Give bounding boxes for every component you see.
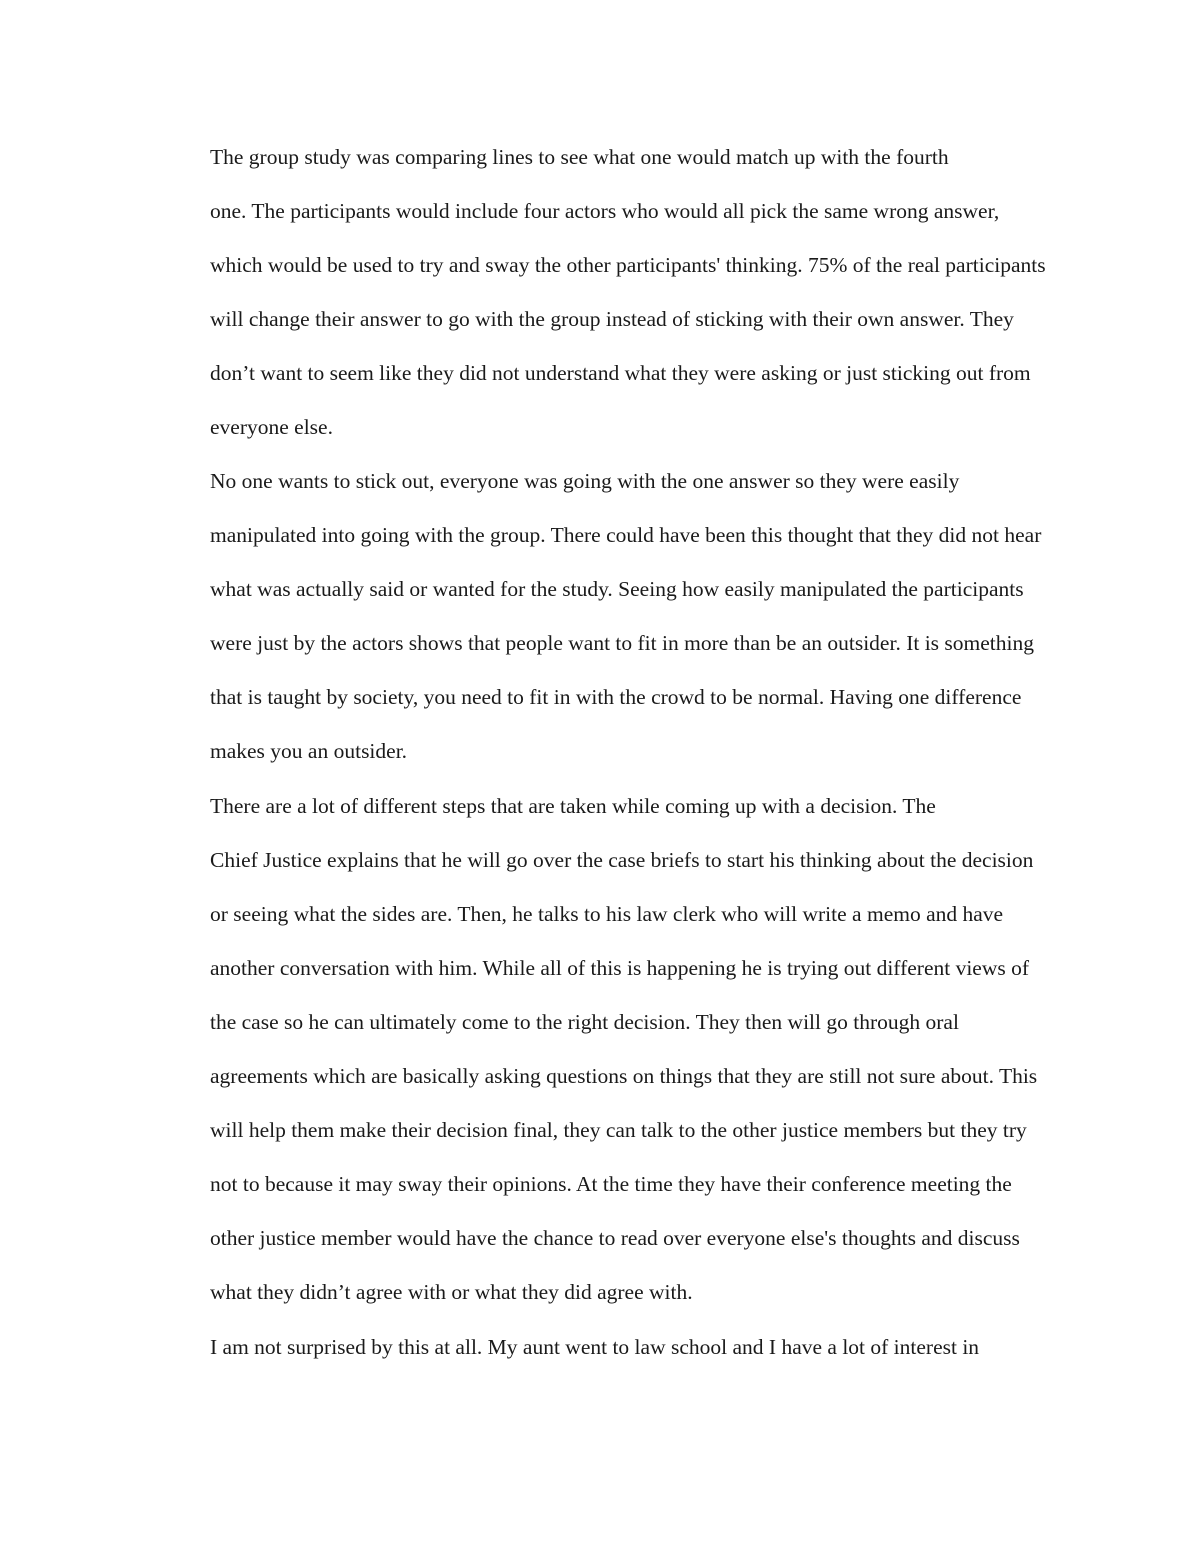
- paragraph-line: everyone else.: [210, 415, 333, 439]
- paragraph-line: what they didn’t agree with or what they did agree with.: [210, 1280, 693, 1304]
- paragraph-line: No one wants to stick out, everyone was going with the one answer so they were easily: [210, 469, 960, 493]
- paragraph-line: not to because it may sway their opinions. At the time they have their conference meeting the: [210, 1172, 1012, 1196]
- paragraph-line: Chief Justice explains that he will go over the case briefs to start his thinking about the decision: [210, 848, 1034, 872]
- paragraph-2: [141, 454, 1061, 778]
- paragraph-line: the case so he can ultimately come to the right decision. They then will go through oral: [210, 1010, 959, 1034]
- paragraph-line: There are a lot of different steps that are taken while coming up with a decision. The: [210, 794, 936, 818]
- paragraph-line: or seeing what the sides are. Then, he talks to his law clerk who will write a memo and have: [210, 902, 1004, 926]
- paragraph-line: agreements which are basically asking questions on things that they are still not sure about. This: [210, 1064, 1038, 1088]
- paragraph-line: don’t want to seem like they did not understand what they were asking or just sticking out from: [210, 361, 1031, 385]
- paragraph-line: that is taught by society, you need to fit in with the crowd to be normal. Having one difference: [210, 685, 1022, 709]
- paragraph-line: manipulated into going with the group. There could have been this thought that they did not hear: [210, 523, 1042, 547]
- paragraph-line: other justice member would have the chance to read over everyone else's thoughts and discuss: [210, 1226, 1020, 1250]
- paragraph-line: were just by the actors shows that people want to fit in more than be an outsider. It is something: [210, 631, 1035, 655]
- paragraph-line: what was actually said or wanted for the study. Seeing how easily manipulated the participants: [210, 577, 1024, 601]
- paragraph-line: another conversation with him. While all of this is happening he is trying out different views of: [210, 956, 1030, 980]
- paragraph-line: I am not surprised by this at all. My aunt went to law school and I have a lot of interest in: [210, 1335, 980, 1359]
- paragraph-line: will change their answer to go with the group instead of sticking with their own answer. They: [210, 307, 1014, 331]
- paragraph-line: The group study was comparing lines to see what one would match up with the fourth: [210, 145, 949, 169]
- paragraph-line: makes you an outsider.: [210, 739, 408, 763]
- paragraph-1: [141, 130, 1061, 454]
- paragraph-4: [141, 1320, 1061, 1374]
- paragraph-line: which would be used to try and sway the other participants' thinking. 75% of the real participants: [210, 253, 1046, 277]
- paragraph-line: one. The participants would include four actors who would all pick the same wrong answer,: [210, 199, 1000, 223]
- paragraph-3: [141, 779, 1061, 1319]
- paragraph-line: will help them make their decision final, they can talk to the other justice members but they try: [210, 1118, 1027, 1142]
